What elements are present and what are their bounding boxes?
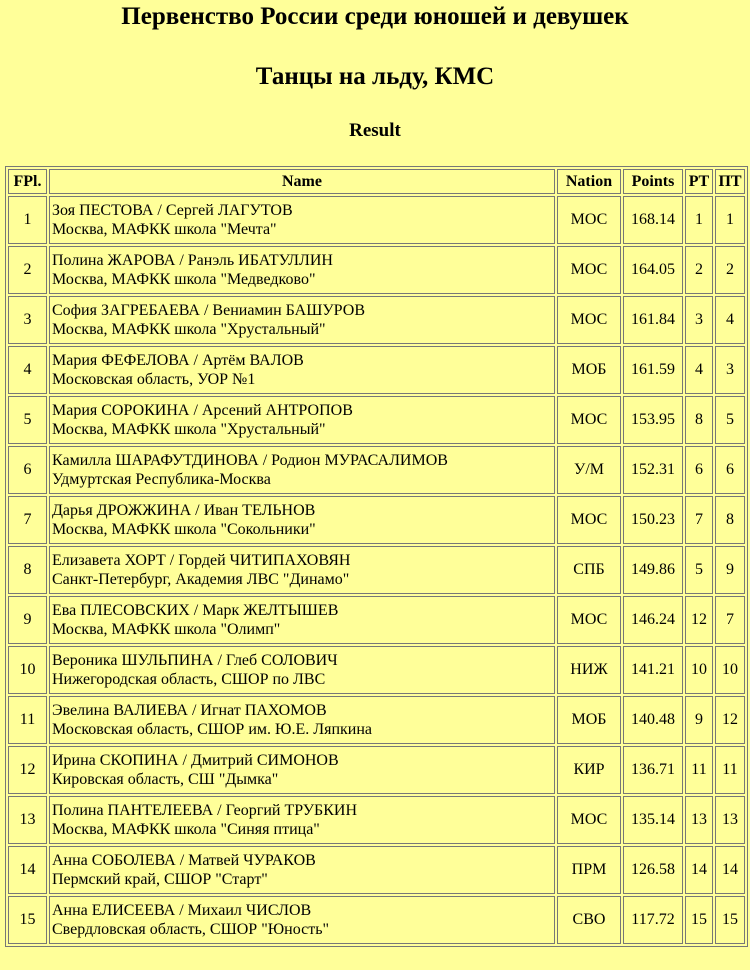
rt-cell: 5	[685, 546, 713, 594]
club-name: Москва, МАФКК школа "Синяя птица"	[52, 821, 320, 838]
pair-names: Мария СОРОКИНА / Арсений АНТРОПОВ	[52, 402, 353, 419]
place-cell: 7	[8, 496, 47, 544]
points-cell: 140.48	[623, 696, 683, 744]
pt-cell: 5	[715, 396, 745, 444]
table-row	[8, 546, 745, 594]
nation-cell: У/М	[557, 446, 621, 494]
rt-cell: 6	[685, 446, 713, 494]
nation-cell: МОС	[557, 496, 621, 544]
club-name: Москва, МАФКК школа "Олимп"	[52, 621, 281, 638]
skater-cell	[49, 346, 555, 394]
place-cell: 14	[8, 846, 47, 894]
pt-cell: 1	[715, 196, 745, 244]
skater-cell	[49, 496, 555, 544]
skater-cell	[49, 446, 555, 494]
rt-cell: 2	[685, 246, 713, 294]
table-row	[8, 396, 745, 444]
points-cell: 141.21	[623, 646, 683, 694]
table-row	[8, 846, 745, 894]
club-name: Московская область, УОР №1	[52, 371, 256, 388]
points-cell: 150.23	[623, 496, 683, 544]
header-fpl: FPl.	[8, 169, 47, 194]
place-cell: 6	[8, 446, 47, 494]
nation-cell: СПБ	[557, 546, 621, 594]
rt-cell: 13	[685, 796, 713, 844]
rt-cell: 9	[685, 696, 713, 744]
place-cell: 12	[8, 746, 47, 794]
pair-names: Полина ПАНТЕЛЕЕВА / Георгий ТРУБКИН	[52, 802, 358, 819]
event-title: Танцы на льду, КМС	[255, 63, 495, 90]
pt-cell: 8	[715, 496, 745, 544]
header-rt: PT	[685, 169, 713, 194]
pt-cell: 11	[715, 746, 745, 794]
points-cell: 161.84	[623, 296, 683, 344]
rt-cell: 14	[685, 846, 713, 894]
place-cell: 8	[8, 546, 47, 594]
table-row	[8, 646, 745, 694]
pair-names: Полина ЖАРОВА / Ранэль ИБАТУЛЛИН	[52, 252, 333, 269]
rt-cell: 15	[685, 896, 713, 944]
header-row	[8, 169, 745, 194]
club-name: Санкт-Петербург, Академия ЛВС "Динамо"	[52, 571, 350, 588]
club-name: Москва, МАФКК школа "Сокольники"	[52, 521, 316, 538]
club-name: Москва, МАФКК школа "Хрустальный"	[52, 321, 326, 338]
header-pt: ПТ	[715, 169, 745, 194]
nation-cell: КИР	[557, 746, 621, 794]
pt-cell: 12	[715, 696, 745, 744]
table-row	[8, 596, 745, 644]
club-name: Удмуртская Республика-Москва	[52, 471, 271, 488]
nation-cell: МОС	[557, 396, 621, 444]
points-cell: 136.71	[623, 746, 683, 794]
section-title: Result	[349, 120, 401, 141]
pair-names: Ева ПЛЕСОВСКИХ / Марк ЖЕЛТЫШЕВ	[52, 602, 339, 619]
club-name: Москва, МАФКК школа "Хрустальный"	[52, 421, 326, 438]
pt-cell: 9	[715, 546, 745, 594]
header-name: Name	[49, 169, 555, 194]
skater-cell	[49, 596, 555, 644]
table-row	[8, 446, 745, 494]
nation-cell: МОБ	[557, 346, 621, 394]
table-row	[8, 196, 745, 244]
pair-names: Эвелина ВАЛИЕВА / Игнат ПАХОМОВ	[52, 702, 327, 719]
pair-names: Анна СОБОЛЕВА / Матвей ЧУРАКОВ	[52, 852, 316, 869]
skater-cell	[49, 646, 555, 694]
nation-cell: НИЖ	[557, 646, 621, 694]
nation-cell: МОБ	[557, 696, 621, 744]
skater-cell	[49, 796, 555, 844]
rt-cell: 1	[685, 196, 713, 244]
skater-cell	[49, 296, 555, 344]
table-row	[8, 296, 745, 344]
place-cell: 13	[8, 796, 47, 844]
points-cell: 164.05	[623, 246, 683, 294]
club-name: Нижегородская область, СШОР по ЛВС	[52, 671, 326, 688]
points-cell: 146.24	[623, 596, 683, 644]
pt-cell: 15	[715, 896, 745, 944]
club-name: Москва, МАФКК школа "Мечта"	[52, 221, 277, 238]
table-row	[8, 696, 745, 744]
rt-cell: 11	[685, 746, 713, 794]
pair-names: Вероника ШУЛЬПИНА / Глеб СОЛОВИЧ	[52, 652, 338, 669]
results-table	[5, 166, 748, 947]
pt-cell: 3	[715, 346, 745, 394]
place-cell: 2	[8, 246, 47, 294]
pt-cell: 2	[715, 246, 745, 294]
pair-names: Мария ФЕФЕЛОВА / Артём ВАЛОВ	[52, 352, 304, 369]
club-name: Московская область, СШОР им. Ю.Е. Ляпкина	[52, 721, 373, 738]
pair-names: Ирина СКОПИНА / Дмитрий СИМОНОВ	[52, 752, 339, 769]
skater-cell	[49, 396, 555, 444]
results-body	[8, 196, 745, 944]
skater-cell	[49, 196, 555, 244]
nation-cell: МОС	[557, 596, 621, 644]
rt-cell: 4	[685, 346, 713, 394]
rt-cell: 3	[685, 296, 713, 344]
header-nation: Nation	[557, 169, 621, 194]
rt-cell: 12	[685, 596, 713, 644]
place-cell: 1	[8, 196, 47, 244]
pair-names: Елизавета ХОРТ / Гордей ЧИТИПАХОВЯН	[52, 552, 351, 569]
table-row	[8, 346, 745, 394]
rt-cell: 10	[685, 646, 713, 694]
pt-cell: 7	[715, 596, 745, 644]
skater-cell	[49, 546, 555, 594]
club-name: Пермский край, СШОР "Старт"	[52, 871, 268, 888]
nation-cell: МОС	[557, 296, 621, 344]
table-row	[8, 746, 745, 794]
points-cell: 161.59	[623, 346, 683, 394]
skater-cell	[49, 746, 555, 794]
place-cell: 5	[8, 396, 47, 444]
rt-cell: 8	[685, 396, 713, 444]
points-cell: 152.31	[623, 446, 683, 494]
nation-cell: МОС	[557, 796, 621, 844]
pair-names: Анна ЕЛИСЕЕВА / Михаил ЧИСЛОВ	[52, 902, 312, 919]
skater-cell	[49, 846, 555, 894]
points-cell: 126.58	[623, 846, 683, 894]
place-cell: 3	[8, 296, 47, 344]
place-cell: 4	[8, 346, 47, 394]
pt-cell: 4	[715, 296, 745, 344]
page-title: Первенство России среди юношей и девушек	[121, 3, 629, 30]
pt-cell: 6	[715, 446, 745, 494]
points-cell: 135.14	[623, 796, 683, 844]
nation-cell: МОС	[557, 196, 621, 244]
rt-cell: 7	[685, 496, 713, 544]
place-cell: 10	[8, 646, 47, 694]
pair-names: София ЗАГРЕБАЕВА / Вениамин БАШУРОВ	[52, 302, 365, 319]
table-row	[8, 896, 745, 944]
place-cell: 11	[8, 696, 47, 744]
place-cell: 15	[8, 896, 47, 944]
pt-cell: 13	[715, 796, 745, 844]
pt-cell: 14	[715, 846, 745, 894]
skater-cell	[49, 896, 555, 944]
points-cell: 149.86	[623, 546, 683, 594]
points-cell: 153.95	[623, 396, 683, 444]
pair-names: Зоя ПЕСТОВА / Сергей ЛАГУТОВ	[52, 202, 293, 219]
points-cell: 168.14	[623, 196, 683, 244]
table-row	[8, 496, 745, 544]
table-row	[8, 246, 745, 294]
place-cell: 9	[8, 596, 47, 644]
nation-cell: СВО	[557, 896, 621, 944]
header-points: Points	[623, 169, 683, 194]
nation-cell: ПРМ	[557, 846, 621, 894]
club-name: Кировская область, СШ "Дымка"	[52, 771, 279, 788]
points-cell: 117.72	[623, 896, 683, 944]
club-name: Москва, МАФКК школа "Медведково"	[52, 271, 316, 288]
club-name: Свердловская область, СШОР "Юность"	[52, 921, 330, 938]
nation-cell: МОС	[557, 246, 621, 294]
skater-cell	[49, 696, 555, 744]
pair-names: Дарья ДРОЖЖИНА / Иван ТЕЛЬНОВ	[52, 502, 316, 519]
pt-cell: 10	[715, 646, 745, 694]
table-row	[8, 796, 745, 844]
pair-names: Камилла ШАРАФУТДИНОВА / Родион МУРАСАЛИМОВ	[52, 452, 448, 469]
skater-cell	[49, 246, 555, 294]
